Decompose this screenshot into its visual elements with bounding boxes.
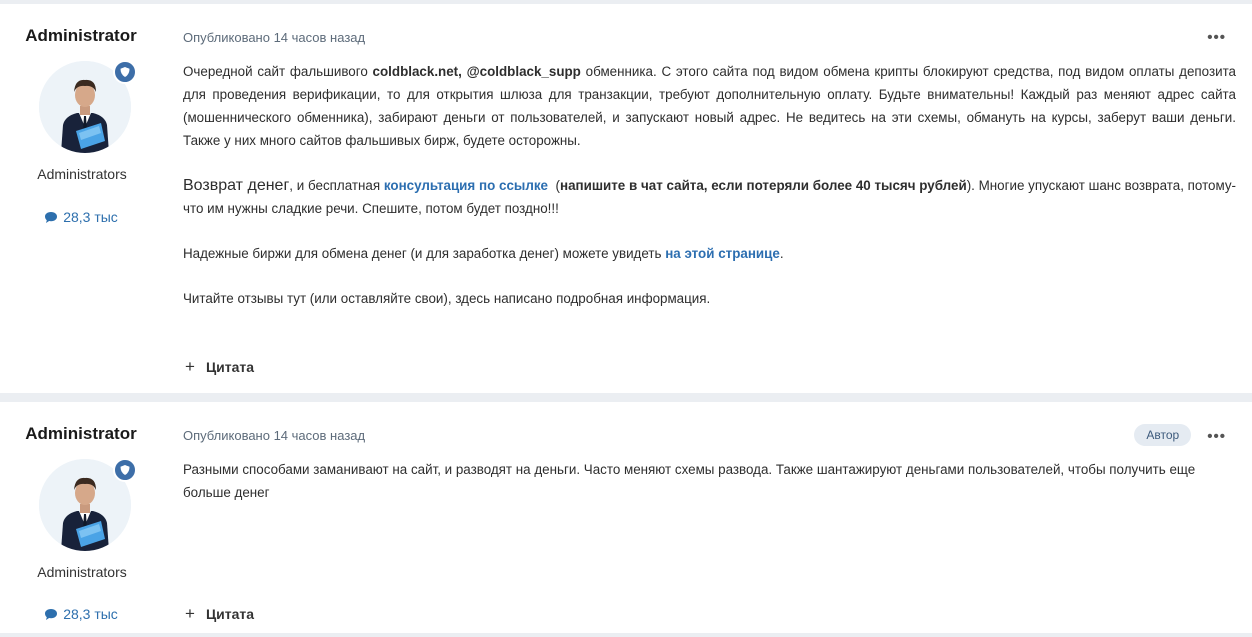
- speech-bubble-icon: [44, 211, 58, 224]
- text: Надежные биржи для обмена денег (и для заработка денег) можете увидеть: [183, 246, 666, 261]
- post-author-panel: [0, 402, 174, 633]
- exchanges-page-link[interactable]: на этой странице: [665, 246, 780, 261]
- paragraph: Разными способами заманивают на сайт, и разводят на деньги. Часто меняют схемы развода. Также шантажируют деньгами пользователей, чтобы получить еще больше денег: [183, 462, 1196, 500]
- post-actions: [1134, 427, 1226, 446]
- post-count: [44, 606, 118, 622]
- author-badge: Автор: [1134, 424, 1191, 446]
- author-group: Administrators: [37, 166, 127, 182]
- bold-text: напишите в чат сайта, если потеряли более 40 тысяч рублей: [559, 178, 967, 193]
- quote-button[interactable]: [185, 357, 254, 377]
- published-time[interactable]: Опубликовано 14 часов назад: [183, 29, 366, 45]
- post-meta: [183, 29, 1236, 45]
- quote-button[interactable]: [185, 604, 254, 624]
- post-author-panel: [0, 4, 174, 393]
- post-count: [44, 209, 118, 225]
- author-group: Administrators: [37, 564, 127, 580]
- more-options-button[interactable]: •••: [1207, 29, 1226, 46]
- shield-icon: [113, 60, 137, 84]
- shield-icon: [113, 458, 137, 482]
- bold-text: coldblack.net, @coldblack_supp: [372, 64, 581, 79]
- plus-icon: +: [185, 357, 195, 376]
- author-name-link[interactable]: Administrator: [25, 424, 137, 443]
- text: (: [548, 178, 560, 193]
- post-body: [183, 60, 1236, 310]
- paragraph: [183, 174, 1236, 220]
- speech-bubble-icon: [44, 608, 58, 621]
- quote-label: Цитата: [205, 359, 255, 375]
- quote-label: Цитата: [205, 606, 255, 622]
- paragraph: [183, 242, 1236, 265]
- post-count-value: 28,3 тыс: [63, 209, 118, 225]
- published-time[interactable]: Опубликовано 14 часов назад: [183, 427, 366, 443]
- text: Очередной сайт фальшивого: [183, 64, 373, 79]
- text: ). Многие упускают шанс возврата, потому-что им нужны сладкие речи. Спешите, потом будет поздно!!!: [183, 178, 1237, 216]
- post-count-value: 28,3 тыс: [63, 606, 118, 622]
- more-options-button[interactable]: •••: [1207, 428, 1226, 445]
- post-content: [174, 4, 1252, 393]
- plus-icon: +: [185, 604, 195, 623]
- post: [0, 4, 1252, 393]
- avatar-wrap: [39, 61, 131, 153]
- post-content: [174, 402, 1252, 633]
- text: обменника. С этого сайта под видом обмена крипты блокируют средства, под видом оплаты депозита для проведения верификации, то для открытия шлюза для транзакции, требуют дополнительную оплату. Будьте внимательны! Каждый раз меняют адрес сайта (мошеннического обменника), забирают деньги от пользователей, и запускают новый адрес. Не ведитесь на эти схемы, обмануть на курсы, заберут ваши деньги. Также у них много сайтов фальшивых бирж, будете осторожны.: [183, 64, 1237, 148]
- lead-text: Возврат денег: [183, 177, 290, 194]
- text: .: [779, 246, 784, 261]
- post-actions: [1207, 29, 1226, 46]
- post: [0, 402, 1252, 633]
- post-meta: [183, 427, 1236, 443]
- paragraph: [183, 60, 1236, 152]
- consultation-link[interactable]: консультация по ссылке: [383, 178, 548, 193]
- avatar-wrap: [39, 459, 131, 551]
- post-body: [183, 458, 1236, 504]
- paragraph: Читайте отзывы тут (или оставляйте свои), здесь написано подробная информация.: [183, 291, 711, 306]
- author-name-link[interactable]: Administrator: [25, 26, 137, 45]
- text: , и бесплатная: [289, 178, 384, 193]
